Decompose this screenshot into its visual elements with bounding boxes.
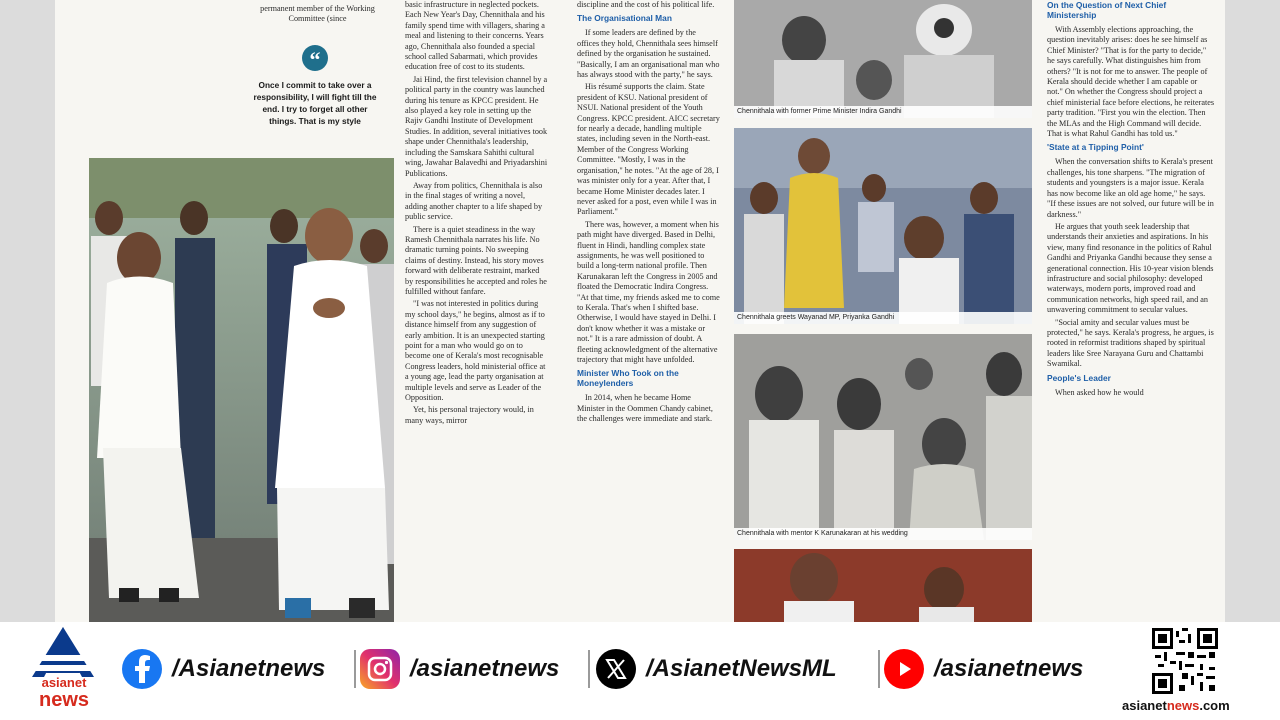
photo-karunakaran-wedding bbox=[734, 334, 1032, 540]
subheading-moneylenders: Minister Who Took on the Moneylenders bbox=[577, 368, 679, 389]
divider bbox=[588, 650, 590, 688]
facebook-handle: /Asianetnews bbox=[172, 655, 326, 682]
asianet-logo-text bbox=[26, 676, 102, 711]
paragraph: "I was not interested in politics during my school days," he begins, almost as if to distance himself from any suggestion of early ambition. It is an unexpected starting point for a man who would go on to become one of Kerala's most recognisable Congress leaders, hold ministerial office at a young age, lead the party organisation at multiple levels and serve as Leader of the Opposition. bbox=[405, 299, 546, 403]
site-prefix: asianet bbox=[1122, 698, 1167, 713]
paragraph: Jai Hind, the first television channel by a political party in the country was launched during his tenure as KPCC president. He also played a key role in setting up the Rajiv Gandhi Institute of Development Studies. In addition, several initiatives took shape under Chennithala's leadership, including the Samskara Sahithi cultural wing, Jawahar Balavedhi and Priyadarshini Publications. bbox=[405, 74, 548, 178]
quote-icon: “ bbox=[302, 45, 328, 71]
main-photo bbox=[89, 158, 394, 622]
qr-code[interactable] bbox=[1152, 628, 1218, 694]
x-link[interactable] bbox=[596, 647, 837, 691]
paragraph: When the conversation shifts to Kerala's present challenges, his tone sharpens. "The migration of students and youngsters is a major issue. Kerala has now become like an old age home," he says. "If these issues are not solved, our future will be in darkness." bbox=[1047, 157, 1214, 219]
subheading-peoples-leader: People's Leader bbox=[1047, 372, 1111, 383]
pull-quote-text: Once I commit to take over a responsibility, I will fight till the end. I try to forget all other things. That is my style bbox=[253, 80, 377, 126]
photo-caption: Chennithala greets Wayanad MP, Priyanka Gandhi bbox=[734, 312, 1032, 324]
paragraph: basic infrastructure in neglected pockets. Each New Year's Day, Chennithala and his family spend time with villagers, sharing a meal and listening to their concerns. Years ago, Chennithala also founded a special school called Sabarmati, which provides education free of cost to its students. bbox=[405, 0, 545, 72]
paragraph: He argues that youth seek leadership that understands their anxieties and aspirations. In his view, many find resonance in the politics of Rahul Gandhi and Priyanka Gandhi because they sense a generational connection. His 10-year vision blends infrastructure and social philosophy: developed waterways, modern ports, improved road and communication networks, high speed rail, and an unwavering commitment to secular values. bbox=[1047, 221, 1214, 315]
youtube-icon bbox=[884, 649, 924, 689]
site-red: news bbox=[1166, 698, 1200, 713]
paragraph: In 2014, when he became Home Minister in the Oommen Chandy cabinet, the challenges were immediate and stark. bbox=[577, 393, 713, 424]
photo-priyanka-gandhi bbox=[734, 128, 1032, 324]
column-2 bbox=[405, 0, 548, 622]
paragraph: discipline and the cost of his political life. bbox=[577, 0, 715, 9]
x-icon bbox=[596, 649, 636, 689]
x-handle: /AsianetNewsML bbox=[646, 655, 837, 682]
magazine-page bbox=[55, 0, 1225, 622]
subheading-tipping-point: 'State at a Tipping Point' bbox=[1047, 142, 1144, 153]
right-backdrop bbox=[1225, 0, 1280, 622]
paragraph: "Social amity and secular values must be protected," he says. Kerala's progress, he argues, is rooted in reformist traditions shaped by spiritual leaders like Sree Narayana Guru and Chattambi Swamikal. bbox=[1047, 317, 1214, 369]
photo-caption: Chennithala with former Prime Minister Indira Gandhi bbox=[734, 106, 1032, 118]
paragraph: With Assembly elections approaching, the question inevitably arises: does he see himself as Chief Minister? "That is for the party to decide," he says carefully. What distinguishes him from others? "It is not for me to answer. The people of Kerala should decide whether I am capable or not." On whether the Congress should project a chief ministerial face before elections, he reiterates party tradition. "First you win the election. Then the MLAs and the High Command will decide. That is what Rahul Gandhi has told us." bbox=[1047, 25, 1215, 139]
paragraph: His résumé supports the claim. State president of KSU. National president of NSUI. National president of the Youth Congress. KPCC president. AICC secretary for nearly a decade, handling multiple states, including seven in the North-east. Member of the Congress Working Committee. "Mostly, I was in the organisation," he notes. "At the age of 28, I was minister only for a year. After that, I became Home Minister decades later. I never asked for a post, even while I was in Parliament." bbox=[577, 82, 720, 217]
paragraph: If some leaders are defined by the offices they hold, Chennithala sees himself defined by the organisation he sustained. "Basically, I am an organisational man who has always stood with the party," he says. bbox=[577, 28, 720, 80]
site-suffix: .com bbox=[1199, 698, 1230, 713]
paragraph: When asked how he would bbox=[1055, 387, 1144, 397]
youtube-link[interactable] bbox=[884, 647, 1083, 691]
instagram-icon bbox=[360, 649, 400, 689]
subheading-organisational-man: The Organisational Man bbox=[577, 13, 672, 24]
divider bbox=[878, 650, 880, 688]
logo-line1: asianet bbox=[41, 675, 87, 690]
left-backdrop bbox=[0, 0, 55, 622]
paragraph: Away from politics, Chennithala is also in the final stages of writing a novel, adding another chapter to a life shaped by public service. bbox=[405, 180, 543, 222]
paragraph: There is a quiet steadiness in the way Ramesh Chennithala narrates his life. No dramatic turning points. No sweeping claims of destiny. Instead, his story moves forward with deliberate restraint, marked by responsibilities he accepted and roles he fulfilled without fanfare. bbox=[405, 224, 547, 296]
photo-caption: Chennithala with mentor K Karunakaran at his wedding bbox=[734, 528, 1032, 540]
instagram-link[interactable] bbox=[360, 647, 559, 691]
column-3 bbox=[577, 0, 720, 622]
youtube-handle: /asianetnews bbox=[934, 655, 1084, 682]
logo-line2: news bbox=[38, 689, 90, 711]
photo-indira-gandhi bbox=[734, 0, 1032, 118]
photo-bottom bbox=[734, 549, 1032, 622]
pull-quote bbox=[250, 45, 380, 127]
subheading-next-chief-minister: On the Question of Next Chief Ministership bbox=[1047, 0, 1167, 20]
facebook-icon bbox=[122, 649, 162, 689]
column-1-text: permanent member of the Working Committee (since bbox=[260, 4, 375, 24]
paragraph: Yet, his personal trajectory would, in many ways, mirror bbox=[405, 405, 534, 425]
divider bbox=[354, 650, 356, 688]
column-5 bbox=[1047, 0, 1215, 622]
website-url[interactable] bbox=[1122, 698, 1230, 713]
paragraph: There was, however, a moment when his path might have diverged. Based in Delhi, fluent in Hindi, handling complex state assignments, he was well positioned to build a long-term national profile. Then Karunakaran left the Congress in 2005 and floated the Democratic Indira Congress. "At that time, my friends asked me to come to Kerala. That's when I shifted base. Otherwise, I would have stayed in Delhi. I don't know whether it was a mistake or not." It is a rare admission of doubt. A fleeting acknowledgment of the alternative trajectory that might have unfolded. bbox=[577, 219, 720, 364]
column-1-top bbox=[255, 4, 380, 28]
facebook-link[interactable] bbox=[122, 647, 325, 691]
instagram-handle: /asianetnews bbox=[410, 655, 560, 682]
